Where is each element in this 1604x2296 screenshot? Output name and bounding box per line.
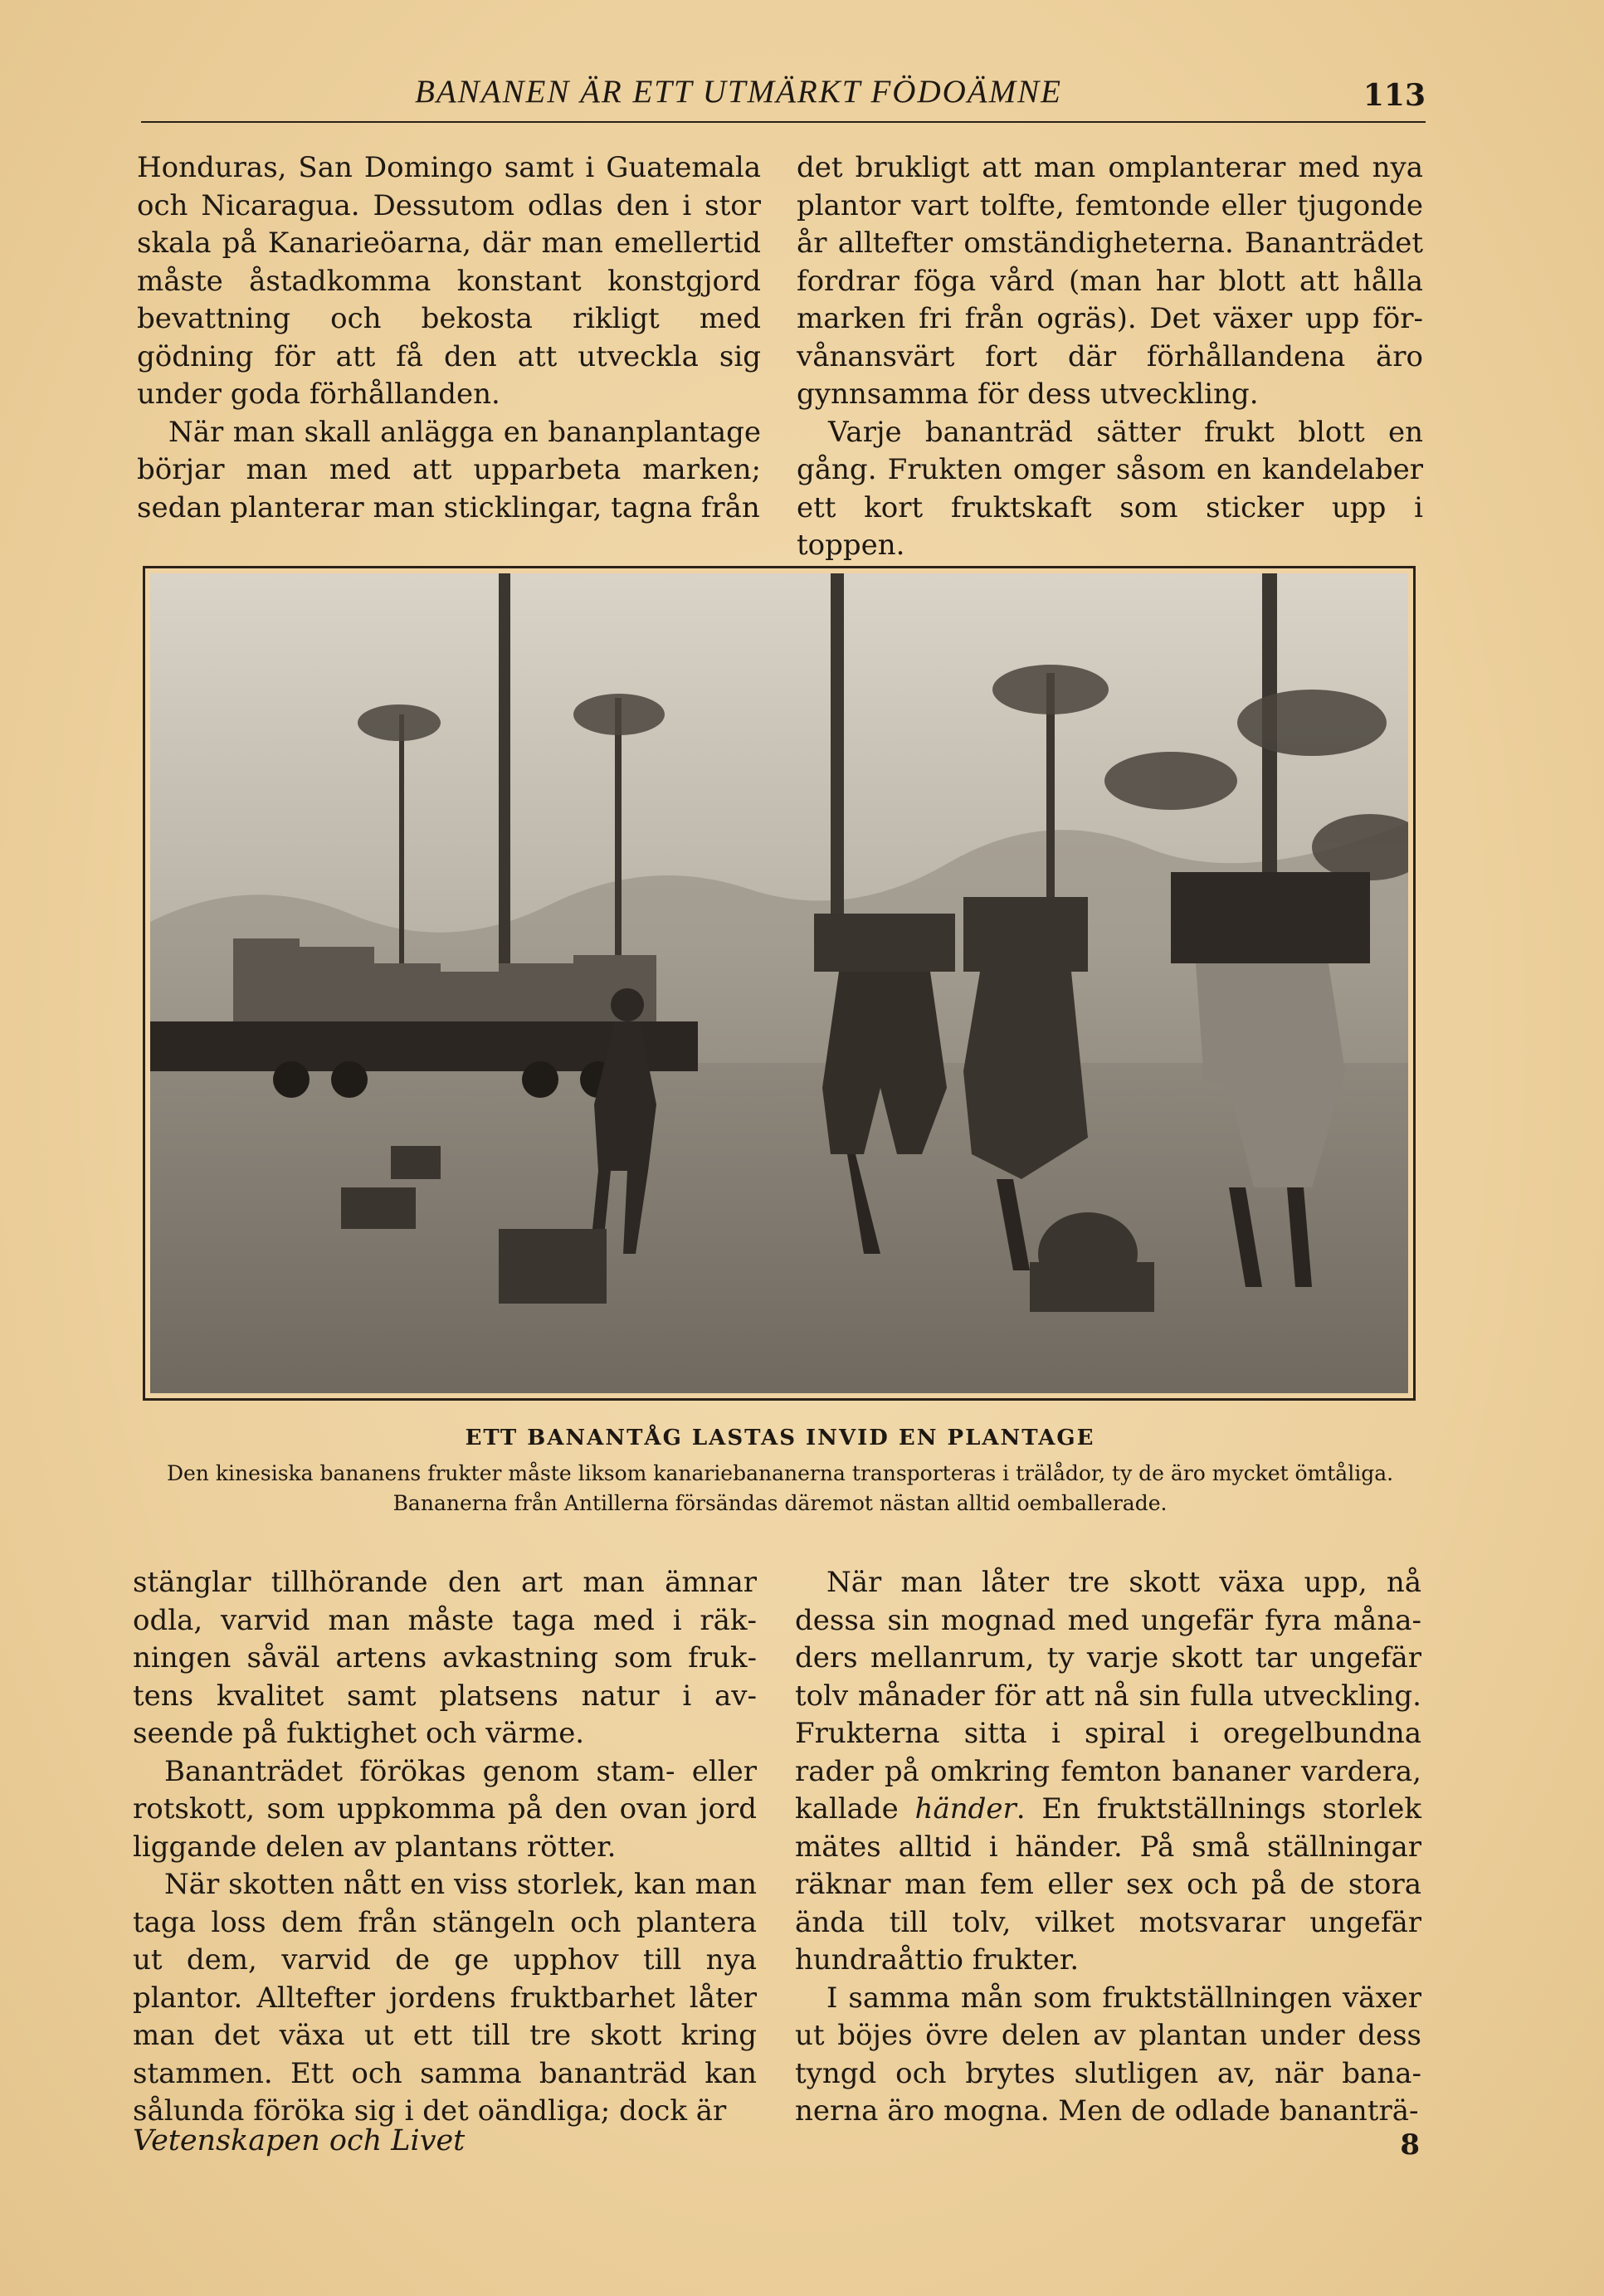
paragraph: Bananträdet förökas genom stam- eller rotskott, som uppkomma på den ovan jord liggande delen av plantans rötter.: [133, 1754, 757, 1864]
journal-name: Vetenskapen och Livet: [133, 2124, 466, 2157]
column-top-right: [797, 149, 1423, 565]
text-run: När man låter tre skott växa upp, nå dessa sin mognad med ungefär fyra månaders mellanrum, ty varje skott tar ungefär tolv månader för att nå sin fulla utveckling. Frukterna sitta i spiral i oregelbundna rader på omkring femton bananer vardera, kallade: [795, 1566, 1421, 1826]
paragraph: [795, 1564, 1421, 1980]
paragraph: När man skall anlägga en bananplantage börjar man med att upparbeta marken; sedan planterar man sticklingar, tagna från: [137, 415, 761, 524]
signature-mark: 8: [1400, 2128, 1420, 2162]
paragraph: stänglar tillhörande den art man ämnar odla, varvid man måste taga med i räkningen såväl artens avkastning som fruktens kvalitet samt platsens natur i avseende på fuktighet och värme.: [133, 1566, 757, 1750]
text-run: . En fruktställnings storlek mätes alltid i händer. På små ställningar räknar man fem eller sex och på de stora ända till tolv, vilket motsvarar ungefär hundraåttio frukter.: [795, 1792, 1422, 1977]
running-title: BANANEN ÄR ETT UTMÄRKT FÖDOÄMNE: [415, 74, 1062, 110]
column-top-left: [137, 149, 761, 527]
page-number: 113: [1363, 78, 1426, 113]
column-bottom-left: [133, 1564, 757, 2131]
banana-train-photo: [150, 573, 1408, 1393]
photo-frame: [143, 566, 1416, 1401]
column-bottom-right: [795, 1564, 1421, 2131]
paragraph: I samma mån som fruktställningen växer ut böjes övre delen av plantan under dess tyngd och brytes slutligen av, när bananerna äro mogna. Men de odlade bananträ-: [795, 1981, 1421, 2128]
paragraph: Varje bananträd sätter frukt blott en gång. Frukten omger såsom en kandelaber ett kort fruktskaft som sticker upp i toppen.: [797, 415, 1423, 562]
paragraph: När skotten nått en viss storlek, kan man taga loss dem från stängeln och plantera ut dem, varvid de ge upphov till nya plantor. Alltefter jordens fruktbarhet låter man det växa ut ett till tre skott kring stammen. Ett och samma bananträd kan sålunda föröka sig i det oändliga; dock är: [133, 1868, 757, 2128]
emphasis: händer: [914, 1792, 1017, 1826]
paragraph: Honduras, San Domingo samt i Guatemala och Nicaragua. Dessutom odlas den i stor skala på Kanarieöarna, där man emellertid måste åstadkomma konstant konstgjord bevattning och bekosta rikligt med gödning för att få den att utveckla sig under goda förhållanden.: [137, 151, 761, 411]
figure-caption-title: ETT BANANTÅG LASTAS INVID EN PLANTAGE: [465, 1426, 1095, 1450]
paragraph: det brukligt att man omplanterar med nya plantor vart tolfte, femtonde eller tjugonde år alltefter omständigheterna. Bananträdet fordrar föga vård (man har blott att hålla marken fri från ogräs). Det växer upp förvånansvärt fort där förhållandena äro gynnsamma för dess utveckling.: [797, 151, 1423, 411]
header-rule: [141, 121, 1426, 123]
figure-caption-body: Den kinesiska bananens frukter måste liksom kanariebananerna transporteras i trälådor, ty de äro mycket ömtåliga. Bananerna från Antillerna försändas däremot nästan alltid oemballerade.: [166, 1461, 1394, 1515]
